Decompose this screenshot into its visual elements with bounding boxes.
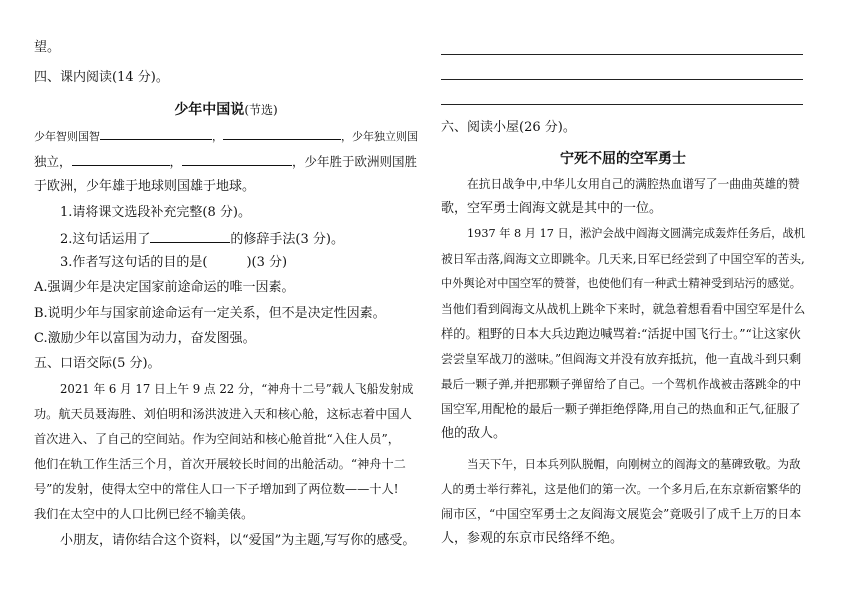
- answer-line[interactable]: [441, 79, 803, 80]
- story-line-9: 最后一颗子弹,并把那颗子弹留给了自己。一个驾机作战被击落跳伞的中: [441, 377, 802, 391]
- passage-title-sub: (节选): [244, 103, 278, 117]
- question-1: 1.请将课文选段补充完整(8 分)。: [60, 205, 251, 220]
- material-line-5: 号”的发射，使得太空中的常住人口一下子增加到了两位数——十人!: [34, 482, 399, 496]
- story-line-8: 尝尝皇军战刀的滋味。”但阎海文并没有放弃抵抗，他一直战斗到只剩: [441, 352, 802, 366]
- material-line-6: 我们在太空中的人口比例已经不输美俵。: [34, 507, 254, 521]
- material-line-4: 他们在轨工作生活三个月，首次开展较长时间的出舱活动。“神舟十二: [34, 457, 406, 471]
- fill-blank[interactable]: [182, 153, 292, 166]
- material-line-2: 功。航天员聂海胜、刘伯明和汤洪波进入天和核心舱，这标志着中国人: [34, 407, 412, 421]
- option-c: C.激励少年以富国为动力，奋发图强。: [34, 331, 256, 346]
- story-line-4: 被日军击落,阎海文立即跳伞。几天来,日军已经尝到了中国空军的苦头,: [441, 252, 805, 266]
- fill-blank[interactable]: [223, 127, 341, 140]
- fill-blank[interactable]: [100, 127, 212, 140]
- story-line-13: 人的勇士举行葬礼，这是他们的第一次。一个多月后,在东京新宿繁华的: [441, 482, 802, 496]
- story-line-5: 中外舆论对中国空军的赞誉，也使他们有一种武士精神受到玷污的感觉。: [441, 277, 802, 290]
- continued-text: 望。: [34, 40, 61, 55]
- answer-line[interactable]: [441, 104, 803, 105]
- section-6-heading: 六、阅读小屋(26 分)。: [441, 120, 576, 135]
- question-3: 3.作者写这句话的目的是( )(3 分): [60, 255, 288, 270]
- passage-line-2: 独立， ， ，少年胜于欧洲则国胜: [34, 154, 418, 169]
- story-line-6: 当他们看到阎海文从战机上跳伞下来时，就急着想看看中国空军是什么: [441, 302, 806, 316]
- fill-blank[interactable]: [150, 230, 230, 243]
- passage-title-text: 少年中国说: [174, 102, 245, 118]
- passage-line-3: 于欧洲，少年雄于地球则国雄于地球。: [34, 179, 256, 194]
- story-line-2: 歌，空军勇士阎海文就是其中的一位。: [441, 201, 663, 216]
- story-line-12: 当天下午，日本兵列队脱帽，向刚树立的阎海文的墓碑致敬。为敌: [467, 457, 801, 471]
- material-line-1: 2021 年 6 月 17 日上午 9 点 22 分，“神舟十二号”载人飞船发射成: [60, 382, 414, 396]
- writing-prompt: 小朋友，请你结合这个资料，以“爱国”为主题,写写你的感受。: [60, 533, 416, 548]
- story-line-10: 国空军,用配枪的最后一颗子弹拒绝俘降,用自己的热血和正气,征服了: [441, 402, 801, 416]
- story-line-1: 在抗日战争中,中华儿女用自己的满腔热血谱写了一曲曲英雄的赞: [467, 177, 800, 191]
- passage-title-2: 宁死不屈的空军勇士: [560, 151, 686, 167]
- story-line-11: 他的敌人。: [441, 426, 507, 441]
- story-line-7: 样的。粗野的日本大兵边跑边喊骂着:“活捉中国飞行士。”“让这家伙: [441, 327, 801, 341]
- answer-line[interactable]: [441, 54, 803, 55]
- fill-blank[interactable]: [72, 153, 170, 166]
- section-5-heading: 五、口语交际(5 分)。: [34, 356, 161, 371]
- story-line-3: 1937 年 8 月 17 日，淞沪会战中阎海文圆满完成轰炸任务后，战机: [467, 227, 805, 240]
- material-line-3: 首次进入、了自己的空间站。作为空间站和核心舱首批“入住人员”，: [34, 432, 400, 446]
- story-line-14: 闹市区，“中国空军勇士之友阎海文展览会”竟吸引了成千上万的日本: [441, 507, 802, 521]
- passage-line-1: 少年智则国智 ， ，少年独立则国: [34, 127, 418, 145]
- question-2: 2.这句话运用了 的修辞手法(3 分)。: [60, 232, 344, 247]
- story-line-15: 人，参观的东京市民络绎不绝。: [441, 531, 624, 546]
- section-4-heading: 四、课内阅读(14 分)。: [34, 70, 169, 85]
- option-b: B.说明少年与国家前途命运有一定关系，但不是决定性因素。: [34, 306, 386, 321]
- option-a: A.强调少年是决定国家前途命运的唯一因素。: [34, 280, 295, 295]
- passage-title-1: [34, 99, 418, 119]
